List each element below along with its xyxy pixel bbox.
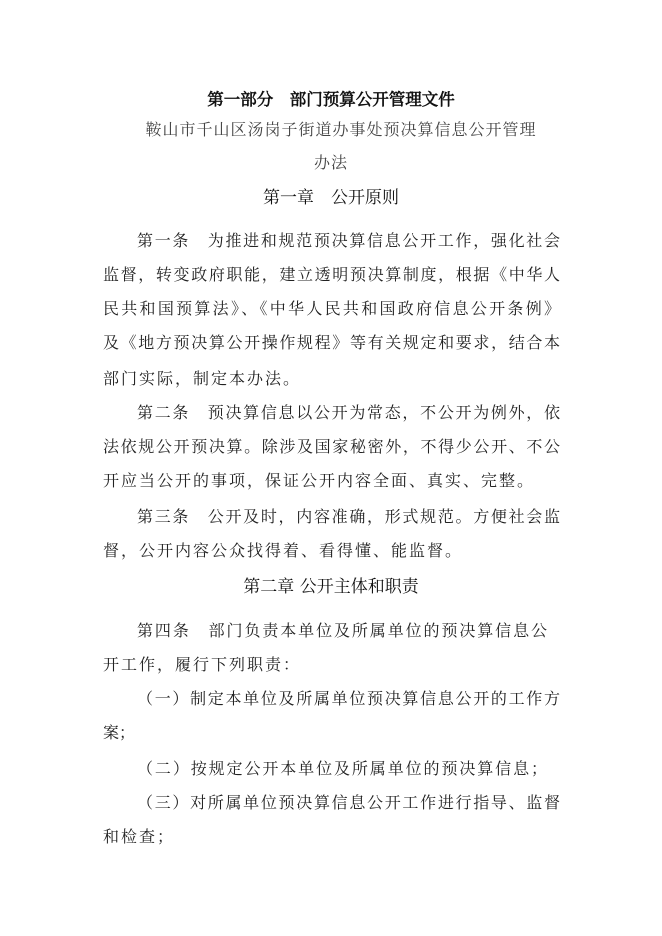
chapter-2-heading: 第二章 公开主体和职责 — [243, 577, 419, 597]
article-4-item-3: （三）对所属单位预决算信息公开工作进行指导、监督 — [137, 793, 560, 812]
article-1-line: 部门实际，制定本办法。 — [103, 369, 302, 388]
article-4-item-3: 和检查； — [103, 827, 176, 846]
article-1-line: 监督，转变政府职能，建立透明预决算制度，根据《中华人 — [103, 265, 560, 284]
article-2-line: 法依规公开预决算。除涉及国家秘密外，不得少公开、不公 — [103, 437, 560, 456]
subtitle-line-2: 办法 — [313, 153, 348, 172]
article-1-line: 第一条 为推进和规范预决算信息公开工作，强化社会 — [137, 231, 560, 250]
article-3-line: 督，公开内容公众找得着、看得懂、能监督。 — [103, 541, 464, 560]
article-2-line: 开应当公开的事项，保证公开内容全面、真实、完整。 — [103, 471, 536, 490]
article-1-line: 民共和国预算法》、《中华人民共和国政府信息公开条例》 — [103, 299, 560, 318]
article-3-line: 第三条 公开及时，内容准确，形式规范。方便社会监 — [137, 507, 560, 526]
article-4-item-2: （二）按规定公开本单位及所属单位的预决算信息； — [137, 759, 547, 778]
article-4-item-1: （一）制定本单位及所属单位预决算信息公开的工作方 — [137, 689, 560, 708]
part-title: 第一部分 部门预算公开管理文件 — [207, 90, 455, 109]
article-4-line: 第四条 部门负责本单位及所属单位的预决算信息公 — [137, 621, 547, 640]
article-1-line: 及《地方预决算公开操作规程》等有关规定和要求，结合本 — [103, 333, 560, 352]
chapter-1-heading: 第一章 公开原则 — [263, 188, 399, 208]
article-4-item-1: 案； — [103, 723, 136, 742]
article-4-line: 开工作，履行下列职责： — [103, 655, 302, 674]
subtitle-line-1: 鞍山市千山区汤岗子街道办事处预决算信息公开管理 — [145, 120, 537, 139]
article-2-line: 第二条 预决算信息以公开为常态，不公开为例外，依 — [137, 403, 560, 422]
